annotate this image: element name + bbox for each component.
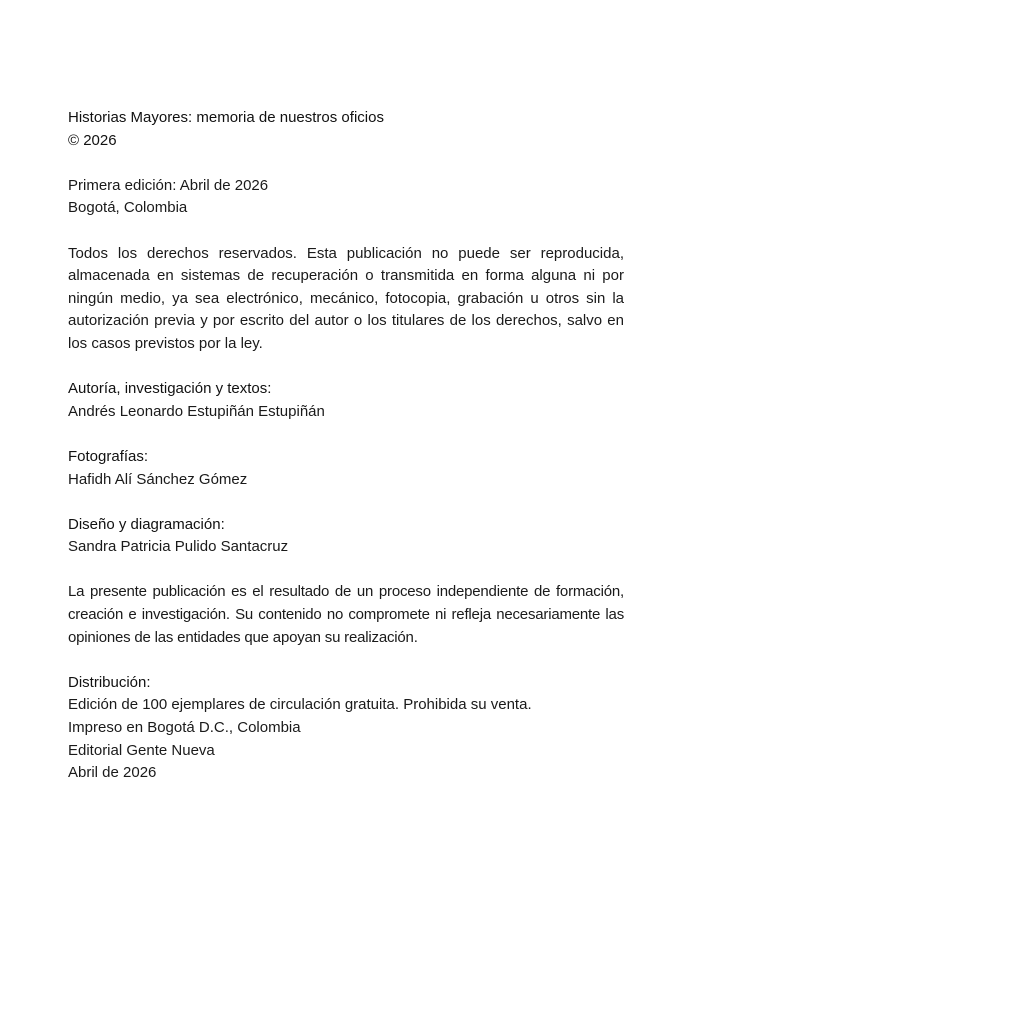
disclaimer-paragraph: La presente publicación es el resultado de un proceso independiente de formación, creación e investigación. Su contenido no compromete ni refleja necesariamente las opiniones de las entidades que apoyan su realización. xyxy=(68,583,624,646)
design-block xyxy=(68,514,624,559)
distribution-line: Abril de 2026 xyxy=(68,764,157,782)
rights-paragraph: Todos los derechos reservados. Esta publicación no puede ser reproducida, almacenada en sistemas de recuperación o transmitida en forma alguna ni por ningún medio, ya sea electrónico, mecánico, fotocopia, grabación u otros sin la autorización previa y por escrito del autor o los titulares de los derechos, salvo en los casos previstos por la ley. xyxy=(68,244,624,352)
authorship-label: Autoría, investigación y textos: xyxy=(68,380,272,398)
design-label: Diseño y diagramación: xyxy=(68,515,225,533)
authorship-name: Andrés Leonardo Estupiñán Estupiñán xyxy=(68,402,325,420)
distribution-line: Edición de 100 ejemplares de circulación gratuita. Prohibida su venta. xyxy=(68,696,532,714)
distribution-line: Editorial Gente Nueva xyxy=(68,741,215,759)
authorship-block xyxy=(68,378,624,423)
photos-label: Fotografías: xyxy=(68,447,149,465)
distribution-line: Impreso en Bogotá D.C., Colombia xyxy=(68,719,301,737)
colophon-page xyxy=(68,107,624,807)
design-name: Sandra Patricia Pulido Santacruz xyxy=(68,538,289,556)
distribution-label: Distribución: xyxy=(68,673,151,691)
edition-line: Primera edición: Abril de 2026 xyxy=(68,176,269,194)
book-title: Historias Mayores: memoria de nuestros oficios xyxy=(68,109,384,126)
distribution-block xyxy=(68,672,624,785)
photos-name: Hafidh Alí Sánchez Gómez xyxy=(68,470,248,488)
place-line: Bogotá, Colombia xyxy=(68,199,188,217)
copyright-line: © 2026 xyxy=(68,131,117,149)
title-block xyxy=(68,107,624,152)
edition-block xyxy=(68,175,624,220)
photos-block xyxy=(68,446,624,491)
